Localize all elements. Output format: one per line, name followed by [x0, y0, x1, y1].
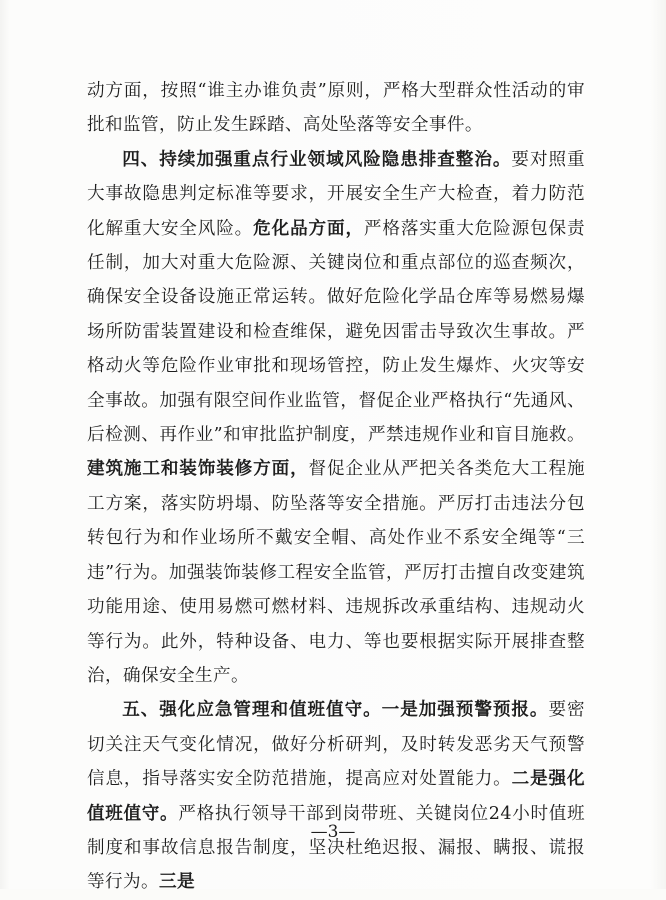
- subheading-construction: 建筑施工和装饰装修方面，: [87, 458, 309, 480]
- subheading-second: 二是强化值班值守。: [87, 768, 586, 824]
- text-segment: 动方面，按照“谁主办谁负责”原则，严格大型群众性活动的审批和监管，防止发生踩踏、高处坠落等安全事件。: [87, 81, 585, 136]
- subheading-third: 三是: [158, 871, 195, 893]
- subheading-hazardous-chemicals: 危化品方面，: [253, 217, 364, 239]
- paragraph-section-five: [87, 693, 585, 899]
- text-segment: 要对照重大事故隐患判定标准等要求，开展安全生产大检查，着力防范化解重大安全风险。: [87, 149, 586, 239]
- section-heading-four: 四、持续加强重点行业领域风险隐患排查整治。: [122, 148, 512, 170]
- subheading-first: 一是加强预警预报。: [381, 699, 549, 721]
- text-segment: 严格落实重大危险源包保责任制，加大对重大危险源、关键岗位和重点部位的巡查频次，确保安全设备设施正常运转。做好危险化学品仓库等易燃易爆场所防雷装置建设和检查维保，避免因雷击导致次生事故。严格动火等危险作业审批和现场管控，防止发生爆炸、火灾等安全事故。加强有限空间作业监管，督促企业严格执行“先通风、后检测、再作业”和审批监护制度，严禁违规作业和盲目施救。: [87, 218, 585, 446]
- text-segment: 要密切关注天气变化情况，做好分析研判，及时转发恶劣天气预警信息，指导落实安全防范措施，提高应对处置能力。: [87, 700, 585, 790]
- paragraph-section-four: [87, 143, 585, 694]
- page-number: —3—: [310, 822, 356, 842]
- text-segment: 督促企业从严把关各类危大工程施工方案，落实防坍塌、防坠落等安全措施。严厉打击违法分包转包行为和作业场所不戴安全帽、高处作业不系安全绳等“三违”行为。加强装饰装修工程安全监管，严厉打击擅自改变建筑功能用途、使用易燃可燃材料、违规拆改承重结构、违规动火等行为。此外，特种设备、电力、等也要根据实际开展排查整治，确保安全生产。: [87, 459, 585, 686]
- paragraph-activities-continued: [87, 74, 585, 143]
- text-segment: 严格执行领导干部到岗带班、关键岗位24小时值班制度和事故信息报告制度，坚决杜绝迟报、漏报、瞒报、谎报等行为。: [87, 803, 585, 893]
- body-text: [87, 74, 585, 900]
- section-heading-five: 五、强化应急管理和值班值守。: [122, 699, 382, 721]
